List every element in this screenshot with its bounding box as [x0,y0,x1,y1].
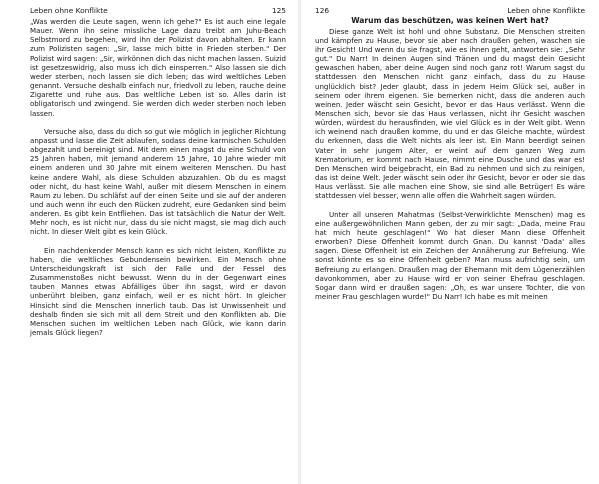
chapter-title: Warum das beschützen, was keinen Wert hat? [351,16,549,25]
left-running-header [30,6,286,15]
right-paragraph-1: Diese ganze Welt ist hohl und ohne Substanz. Die Menschen streiten und kämpfen zu Hause, bevor sie aber nach draußen gehen, waschen sie ihr Gesicht! Und wenn du sie fragst, wie es ihnen geht, antworten sie: „Sehr gut." Du Narr! In deinen Augen sind Tränen und du magst dein Gesicht gewaschen haben, aber deine Augen sind noch ganz rot! Warum sagst du stattdessen den Menschen nicht ganz einfach, dass du zu Hause unglücklich bist? Jeder glaubt, dass in jedem Heim Glück sei, außer in seinem oder ihrem eigenen. Sie bemerken nicht, dass die anderen auch weinen. Jeder wäscht sein Gesicht, bevor er das Haus verlässt. Wenn die Menschen sich, bevor sie das Haus verlassen, nicht ihr Gesicht waschen würden, würdest du herausfinden, wie viel Glück es in der Welt gibt. Wenn ich weinend nach draußen komme, du und er das Gleiche machte, würdest du erkennen, dass die Welt nichts als leer ist. Ein Mann beerdigt seinen Vater in sehr jungem Alter, er weint auf dem ganzen Weg zum Krematorium, er kommt nach Hause, nimmt eine Dusche und das war es! Den Menschen wird beigebracht, ein Bad zu nehmen und sich zu reinigen, das ist deine Welt. Jeder wäscht sein oder ihr Gesicht, bevor er oder sie das Haus verlässt. Sie alle machen eine Show, sie sind alle Betrüger! Es wäre stattdessen viel besser, wenn alle offen die Wahrheit sagen würden. [315,26,585,201]
right-paragraph-2: Unter all unseren Mahatmas (Selbst-Verwirklichte Menschen) mag es eine außergewöhnlichen Mann geben, der zu mir sagt: „Dada, meine Frau hat mich heute geschlagen!" Wo hat dieser Mann diese Offenheit erworben? Diese Offenheit kommt durch Gnan. Du kannst 'Dada' alles sagen. Diese Offenheit ist ein Zeichen der Annäherung zur Befreiung. Wie sonst könnte es so eine Offenheit geben? Man muss aufrichtig sein, um Befreiung zu erlangen. Draußen mag der Ehemann mit dem Lügenerzählen davonkommen, aber zu Hause wird er von seiner Ehefrau geschlagen. Sogar dann wird er draußen sagen: „Oh, es war unsere Tochter, die von meiner Frau geschlagen wurde!" Du Narr! Ich habe es mit meinen [315,209,585,301]
right-page [303,0,599,484]
left-page-number: 125 [271,6,286,15]
right-page-number: 126 [315,6,330,15]
right-running-header [315,6,585,15]
left-page [0,0,296,484]
right-running-title: Leben ohne Konflikte [507,6,585,15]
left-paragraph-1: „Was werden die Leute sagen, wenn ich gehe?" Es ist auch eine legale Mauer. Wenn ihn seine missliche Lage dazu treibt am Juhu-Beach Selbstmord zu begehen, wird ihn der Polizist davon abhalten. Er kann zum Polizisten sagen: „Sir, lasse mich bitte in Frieden sterben." Der Polizist wird sagen: „Sir, wirkönnen dich das nicht machen lassen. Suizid ist gesetzeswidrig, also muss ich dich einsperren." Also lassen sie dich weder sterben, noch lassen sie dich leben; das wird weltliches Leben genannt. Versuche deshalb einfach nur, friedvoll zu leben, rauche deine Zigarette und ruhe aus. Das weltliche Leben ist so. Alles darin ist obligatorisch und zwingend. Sie werden dich weder sterben noch leben lassen. [30,17,286,118]
left-running-title: Leben ohne Konflikte [30,6,108,15]
left-paragraph-3: Ein nachdenkender Mensch kann es sich nicht leisten, Konflikte zu haben, die weltliches Gebundensein bewirken. Ein Mensch ohne Unterscheidungskraft ist sich der Falle und der Fessel des Zusammenstoßes nicht bewusst. Wenn du in der Gegenwart eines tauben Mannes etwas Abfälliges über ihn sagst, wird er davon unberührt bleiben, ganz einfach, weil er es nicht hört. In gleicher Hinsicht sind die Menschen innerlich taub. Das ist Unwissenheit und deshalb finden sie sich mit all dem Streit und den Konflikten ab. Die Menschen suchen im weltlichen Leben nach Glück, wie kann darin jemals Glück liegen? [30,245,286,337]
book-spine-divider [298,0,301,484]
left-paragraph-2: Versuche also, dass du dich so gut wie möglich in jeglicher Richtung anpasst und lasse die Zeit ablaufen, sodass deine karmischen Schulden abgezahlt und bereinigt sind. Mit dem einen magst du eine Schuld von 25 Jahren haben, mit jemand anderem 15 Jahre, 10 Jahre wieder mit einem anderen und 30 Jahre mit einem weiteren Menschen. Du hast keine andere Wahl, als diese Schulden abzuzahlen. Ob du es magst oder nicht, du hast keine Wahl, außer mit diesem Menschen in einem Raum zu leben. Du schläfst auf der einen Seite und sie auf der anderen und auch wenn ihr euch den Rücken zudreht, eure Gedanken sind beim anderen. Es gibt kein Entfliehen. Das ist tatsächlich die Natur der Welt. Mehr noch, es ist nicht nur, dass du sie nicht magst, sie mag dich auch nicht. In dieser Welt gibt es kein Glück. [30,126,286,237]
